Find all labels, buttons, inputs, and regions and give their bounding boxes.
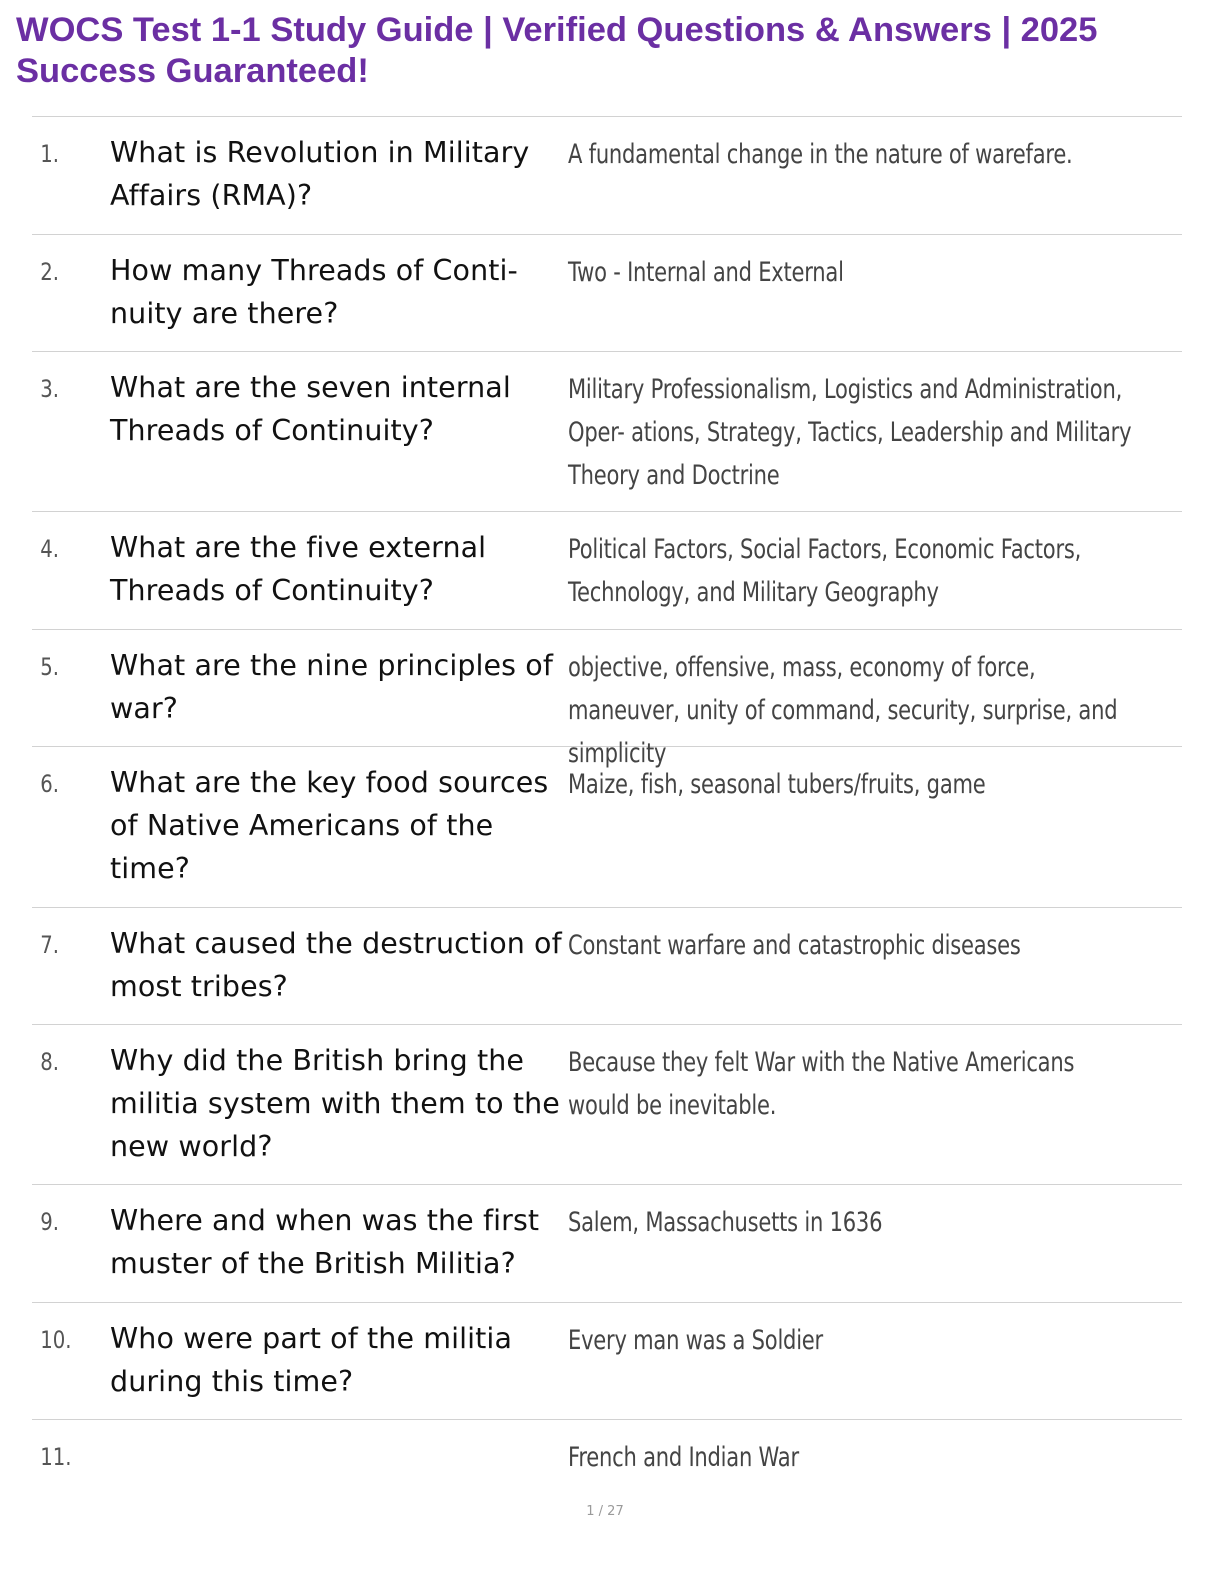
answer-text: A fundamental change in the nature of warefare.: [568, 139, 1073, 170]
question-text: What are the seven internal Threads of Continuity?: [110, 371, 511, 447]
question-number: 11.: [40, 1443, 72, 1471]
qa-row: [32, 1303, 1182, 1420]
question-number: 6.: [40, 770, 59, 798]
question-number: 10.: [40, 1326, 72, 1354]
question-number: 8.: [40, 1048, 59, 1076]
answer-cell: [566, 630, 1166, 775]
question-text: Why did the British bring the militia system with them to the new world?: [110, 1044, 560, 1163]
qa-row: [32, 352, 1182, 512]
qa-row: [32, 630, 1182, 769]
answer-cell: [566, 352, 1166, 497]
answer-text: Because they felt War with the Native Americans would be inevitable.: [568, 1047, 1075, 1121]
answer-cell: [566, 117, 1166, 176]
document-title: WOCS Test 1-1 Study Guide | Verified Questions & Answers | 2025 Success Guaranteed!: [16, 11, 1098, 90]
answer-text: Two - Internal and External: [568, 257, 844, 288]
qa-row: [32, 235, 1182, 352]
answer-cell: [566, 1420, 1166, 1479]
answer-cell: [566, 235, 1166, 294]
question-text: How many Threads of Conti- nuity are there?: [110, 254, 518, 330]
qa-row: [32, 1025, 1182, 1185]
question-text: What are the key food sources of Native Americans of the time?: [110, 766, 549, 885]
answer-text: Constant warfare and catastrophic diseases: [568, 930, 1021, 961]
question-number: 7.: [40, 931, 59, 959]
qa-row: [32, 117, 1182, 235]
qa-row: [32, 908, 1182, 1025]
qa-row: [32, 747, 1182, 908]
answer-text: Salem, Massachusetts in 1636: [568, 1207, 883, 1238]
answer-text: Every man was a Soldier: [568, 1325, 823, 1356]
answer-cell: [566, 1303, 1166, 1362]
answer-text: Maize, fish, seasonal tubers/fruits, game: [568, 769, 986, 800]
question-text: What are the nine principles of war?: [110, 649, 553, 725]
answer-cell: [566, 512, 1166, 614]
answer-text: objective, offensive, mass, economy of force, maneuver, unity of command, security, surprise, and simplicity: [568, 652, 1118, 769]
qa-row: [32, 512, 1182, 630]
answer-cell: [566, 908, 1166, 967]
question-text: Where and when was the first muster of the British Militia?: [110, 1204, 540, 1280]
question-text: Who were part of the militia during this time?: [110, 1322, 513, 1398]
question-number: 5.: [40, 653, 59, 681]
question-number: 9.: [40, 1208, 59, 1236]
qa-list: [32, 116, 1182, 1500]
question-number: 1.: [40, 140, 59, 168]
question-text: What is Revolution in Military Affairs (RMA)?: [110, 136, 530, 212]
question-number: 3.: [40, 375, 59, 403]
question-text: What are the five external Threads of Continuity?: [110, 531, 487, 607]
qa-row: [32, 1420, 1182, 1500]
answer-text: Political Factors, Social Factors, Economic Factors, Technology, and Military Geography: [568, 534, 1082, 608]
question-text: What caused the destruction of most tribes?: [110, 927, 562, 1003]
answer-cell: [566, 1185, 1166, 1244]
question-text: [110, 1420, 566, 1434]
answer-text: Military Professionalism, Logistics and Administration, Oper- ations, Strategy, Tactics, Leadership and Military Theory and Doctrine: [568, 374, 1132, 491]
question-number: 2.: [40, 258, 59, 286]
qa-row: [32, 1185, 1182, 1303]
answer-text: French and Indian War: [568, 1442, 799, 1473]
answer-cell: [566, 1025, 1166, 1127]
page-number: 1 / 27: [586, 1504, 624, 1519]
question-number: 4.: [40, 535, 59, 563]
